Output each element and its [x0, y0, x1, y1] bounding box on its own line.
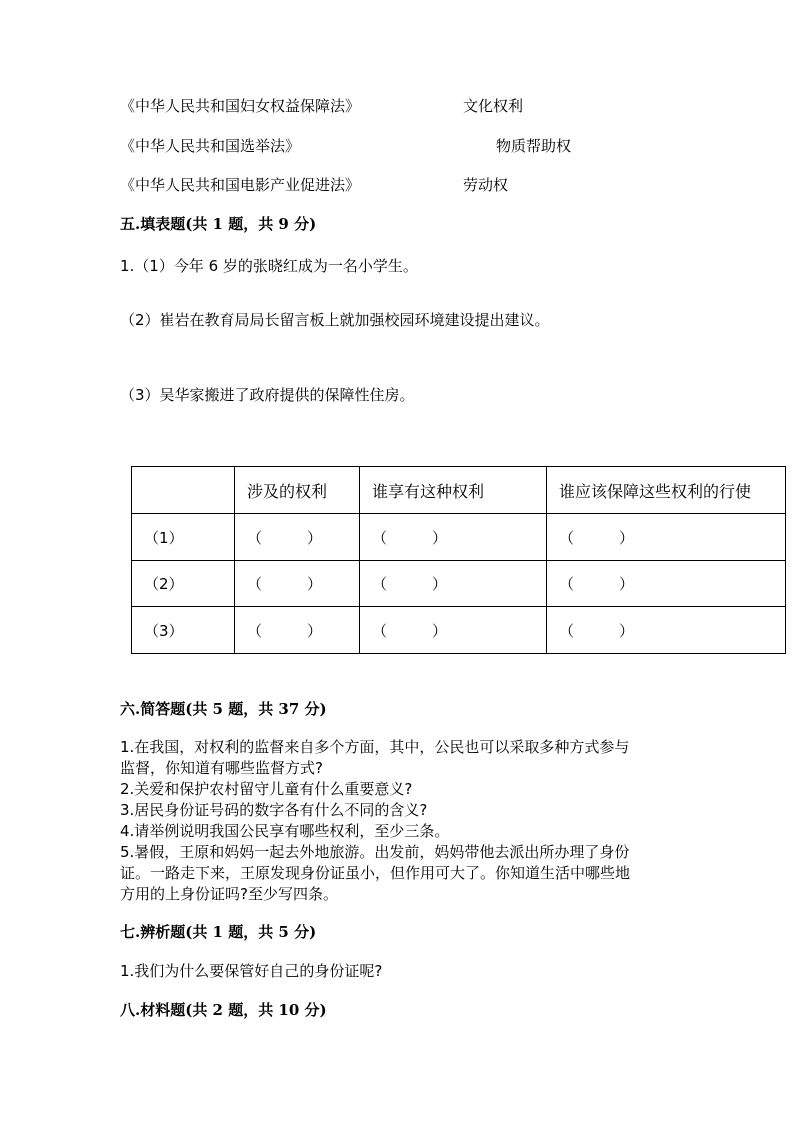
table-header-right: 涉及的权利	[235, 467, 360, 514]
table-row-label: （3）	[132, 607, 235, 654]
table-row	[132, 514, 786, 561]
law-item-2: 《中华人民共和国选举法》	[120, 137, 301, 155]
table-row	[132, 607, 786, 654]
table-blank-cell[interactable]: （ ）	[235, 561, 360, 607]
table-blank-cell[interactable]: （ ）	[235, 514, 360, 561]
section-6-line: 2.关爱和保护农村留守儿童有什么重要意义?	[120, 780, 413, 798]
section-6-line: 方用的上身份证吗?至少写四条。	[120, 885, 338, 903]
section-6-line: 1.在我国，对权利的监督来自多个方面，其中，公民也可以采取多种方式参与	[120, 738, 630, 756]
section-6-line: 证。一路走下来，王原发现身份证虽小，但作用可大了。你知道生活中哪些地	[120, 864, 631, 882]
law-item-1: 《中华人民共和国妇女权益保障法》	[120, 97, 361, 115]
section-7-item-1: 1.我们为什么要保管好自己的身份证呢?	[120, 962, 383, 980]
table-header-who-protects: 谁应该保障这些权利的行使	[547, 467, 786, 514]
section-8-heading: 八.材料题(共 2 题，共 10 分)	[120, 1001, 327, 1019]
right-item-1: 文化权利	[463, 97, 524, 115]
section-6-line: 4.请举例说明我国公民享有哪些权利，至少三条。	[120, 822, 450, 840]
table-header-row	[132, 467, 786, 514]
section-5-item-2: （2）崔岩在教育局局长留言板上就加强校园环境建设提出建议。	[120, 311, 550, 329]
table-blank-cell[interactable]: （ ）	[235, 607, 360, 654]
section-5-item-3: （3）吴华家搬进了政府提供的保障性住房。	[120, 386, 415, 404]
table-blank-cell[interactable]: （ ）	[360, 514, 547, 561]
table-blank-cell[interactable]: （ ）	[360, 561, 547, 607]
table-blank-cell[interactable]: （ ）	[360, 607, 547, 654]
table-blank-cell[interactable]: （ ）	[547, 561, 786, 607]
section-5-item-1: 1.（1）今年 6 岁的张晓红成为一名小学生。	[120, 257, 418, 275]
section-6-line: 5.暑假，王原和妈妈一起去外地旅游。出发前，妈妈带他去派出所办理了身份	[120, 843, 630, 861]
right-item-3: 劳动权	[463, 176, 509, 194]
table-row	[132, 561, 786, 607]
table-row-label: （1）	[132, 514, 235, 561]
section-6-heading: 六.简答题(共 5 题，共 37 分)	[120, 700, 327, 718]
law-item-3: 《中华人民共和国电影产业促进法》	[120, 176, 361, 194]
table-row-label: （2）	[132, 561, 235, 607]
table-header-who-enjoys: 谁享有这种权利	[360, 467, 547, 514]
table-header-empty	[132, 467, 235, 514]
table-blank-cell[interactable]: （ ）	[547, 607, 786, 654]
section-7-heading: 七.辨析题(共 1 题，共 5 分)	[120, 923, 317, 941]
fill-in-table	[131, 466, 786, 654]
right-item-2: 物质帮助权	[496, 137, 572, 155]
section-6-line: 3.居民身份证号码的数字各有什么不同的含义?	[120, 801, 428, 819]
table-blank-cell[interactable]: （ ）	[547, 514, 786, 561]
section-5-heading: 五.填表题(共 1 题，共 9 分)	[120, 215, 317, 233]
section-6-line: 监督，你知道有哪些监督方式?	[120, 759, 323, 777]
